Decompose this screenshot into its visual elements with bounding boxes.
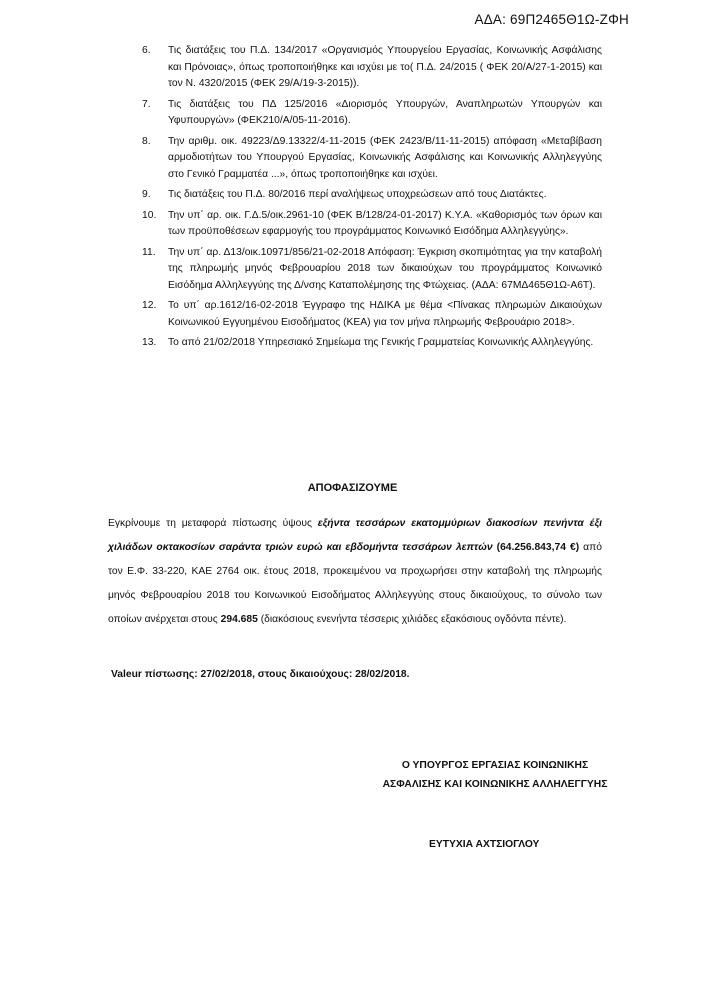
item-number: 7.	[142, 98, 151, 110]
list-item	[142, 298, 602, 331]
list-item	[142, 97, 602, 130]
list-item	[142, 245, 602, 295]
item-text: Τις διατάξεις του Π.Δ. 80/2016 περί αναλήψεως υποχρεώσεων από τους Διατάκτες.	[168, 189, 547, 200]
item-text: Το υπ΄ αρ.1612/16-02-2018 Έγγραφο της ΗΔΙΚΑ με θέμα <Πίνακας πληρωμών Δικαιούχων Κοινωνικού Εγγυημένου Εισοδήματος (ΚΕΑ) για τον μήνα πληρωμής Φεβρουάριο 2018>.	[168, 300, 602, 328]
decision-paragraph	[108, 512, 602, 632]
item-text: Το από 21/02/2018 Υπηρεσιακό Σημείωμα της Γενικής Γραμματείας Κοινωνικής Αλληλεγγύης.	[168, 337, 594, 348]
beneficiaries-count: 294.685	[220, 614, 258, 625]
decision-heading: ΑΠΟΦΑΣΙΖΟΥΜΕ	[307, 482, 398, 494]
signatory-title-line-1: Ο ΥΠΟΥΡΓΟΣ ΕΡΓΑΣΙΑΣ ΚΟΙΝΩΝΙΚΗΣ	[401, 760, 589, 771]
amount-in-words: εξήντα τεσσάρων εκατομμύριων διακοσίων πενήντα έξι χιλιάδων οκτακοσίων σαράντα τριών ευρώ και εβδομήντα τεσσάρων λεπτών	[108, 518, 602, 553]
item-text: Την υπ΄ αρ. Δ13/οικ.10971/856/21-02-2018 Απόφαση: Έγκριση σκοπιμότητας για την καταβολή της πληρωμής μηνός Φεβρουαρίου 2018 των δικαιούχων του προγράμματος Κοινωνικό Εισόδημα Αλληλεγγύης της Δ/νσης Καταπολέμησης της Φτώχειας. (ΑΔΑ: 67ΜΔ465Θ1Ω-Α6Τ).	[168, 246, 602, 291]
list-item	[142, 187, 602, 204]
item-number: 10.	[142, 209, 157, 221]
signatory-name: ΕΥΤΥΧΙΑ ΑΧΤΣΙΟΓΛΟΥ	[429, 839, 540, 850]
beneficiaries-in-words: (διακόσιους ενενήντα τέσσερις χιλιάδες εξακόσιους ογδόντα πέντε).	[257, 614, 567, 625]
valeur-dates: Valeur πίστωσης: 27/02/2018, στους δικαιούχους: 28/02/2018.	[111, 669, 410, 680]
item-text: Τις διατάξεις του ΠΔ 125/2016 «Διορισμός Υπουργών, Αναπληρωτών Υπουργών και Υφυπουργών» (ΦΕΚ210/Α/05-11-2016).	[168, 98, 602, 126]
decision-body: από τον Ε.Φ. 33-220, ΚΑΕ 2764 οικ. έτους 2018, προκειμένου να προχωρήσει στην καταβολή της πληρωμής μηνός Φεβρουαρίου 2018 του Κοινωνικού Εισοδήματος Αλληλεγγύης στους δικαιούχους, το σύνολο των οποίων ανέρχεται στους	[108, 542, 602, 625]
item-text: Τις διατάξεις του Π.Δ. 134/2017 «Οργανισμός Υπουργείου Εργασίας, Κοινωνικής Ασφάλισης και Πρόνοιας», όπως τροποποιήθηκε και ισχύει με το( Π.Δ. 24/2015 ( ΦΕΚ 20/Α/27-1-2015) και τον Ν. 4320/2015 (ΦΕΚ 29/Α/19-3-2015)).	[168, 45, 602, 89]
item-number: 13.	[142, 337, 157, 348]
list-item	[142, 335, 602, 352]
list-item	[142, 43, 602, 93]
list-item	[142, 208, 602, 241]
list-item	[142, 134, 602, 184]
signatory-title-line-2: ΑΣΦΑΛΙΣΗΣ ΚΑΙ ΚΟΙΝΩΝΙΚΗΣ ΑΛΛΗΛΕΓΓΥΗΣ	[382, 779, 608, 790]
item-number: 9.	[142, 189, 151, 200]
item-text: Την υπ΄ αρ. οικ. Γ.Δ.5/οικ.2961-10 (ΦΕΚ Β/128/24-01-2017) Κ.Υ.Α. «Καθορισμός των όρων και των προϋποθέσεων εφαρμογής του προγράμματος Κοινωνικό Εισόδημα Αλληλεγγύης».	[168, 209, 602, 237]
ada-code: ΑΔΑ: 69Π2465Θ1Ω-ΖΦΗ	[474, 12, 629, 27]
item-number: 6.	[142, 45, 151, 56]
item-number: 8.	[142, 135, 151, 147]
legal-basis-list	[142, 43, 602, 356]
signatory-title	[340, 756, 650, 794]
item-number: 12.	[142, 300, 157, 311]
item-number: 11.	[142, 246, 156, 258]
item-text: Την αριθμ. οικ. 49223/Δ9.13322/4-11-2015 (ΦΕΚ 2423/Β/11-11-2015) απόφαση «Μεταβίβαση αρμοδιοτήτων του Υπουργού Εργασίας, Κοινωνικής Ασφάλισης και Κοινωνικής Αλληλεγγύης στο Γενικό Γραμματέα ...», όπως τροποποιήθηκε και ισχύει.	[168, 135, 602, 180]
amount-in-numbers: (64.256.843,74 €)	[496, 542, 580, 553]
decision-intro: Εγκρίνουμε τη μεταφορά πίστωσης ύψους	[108, 518, 318, 529]
